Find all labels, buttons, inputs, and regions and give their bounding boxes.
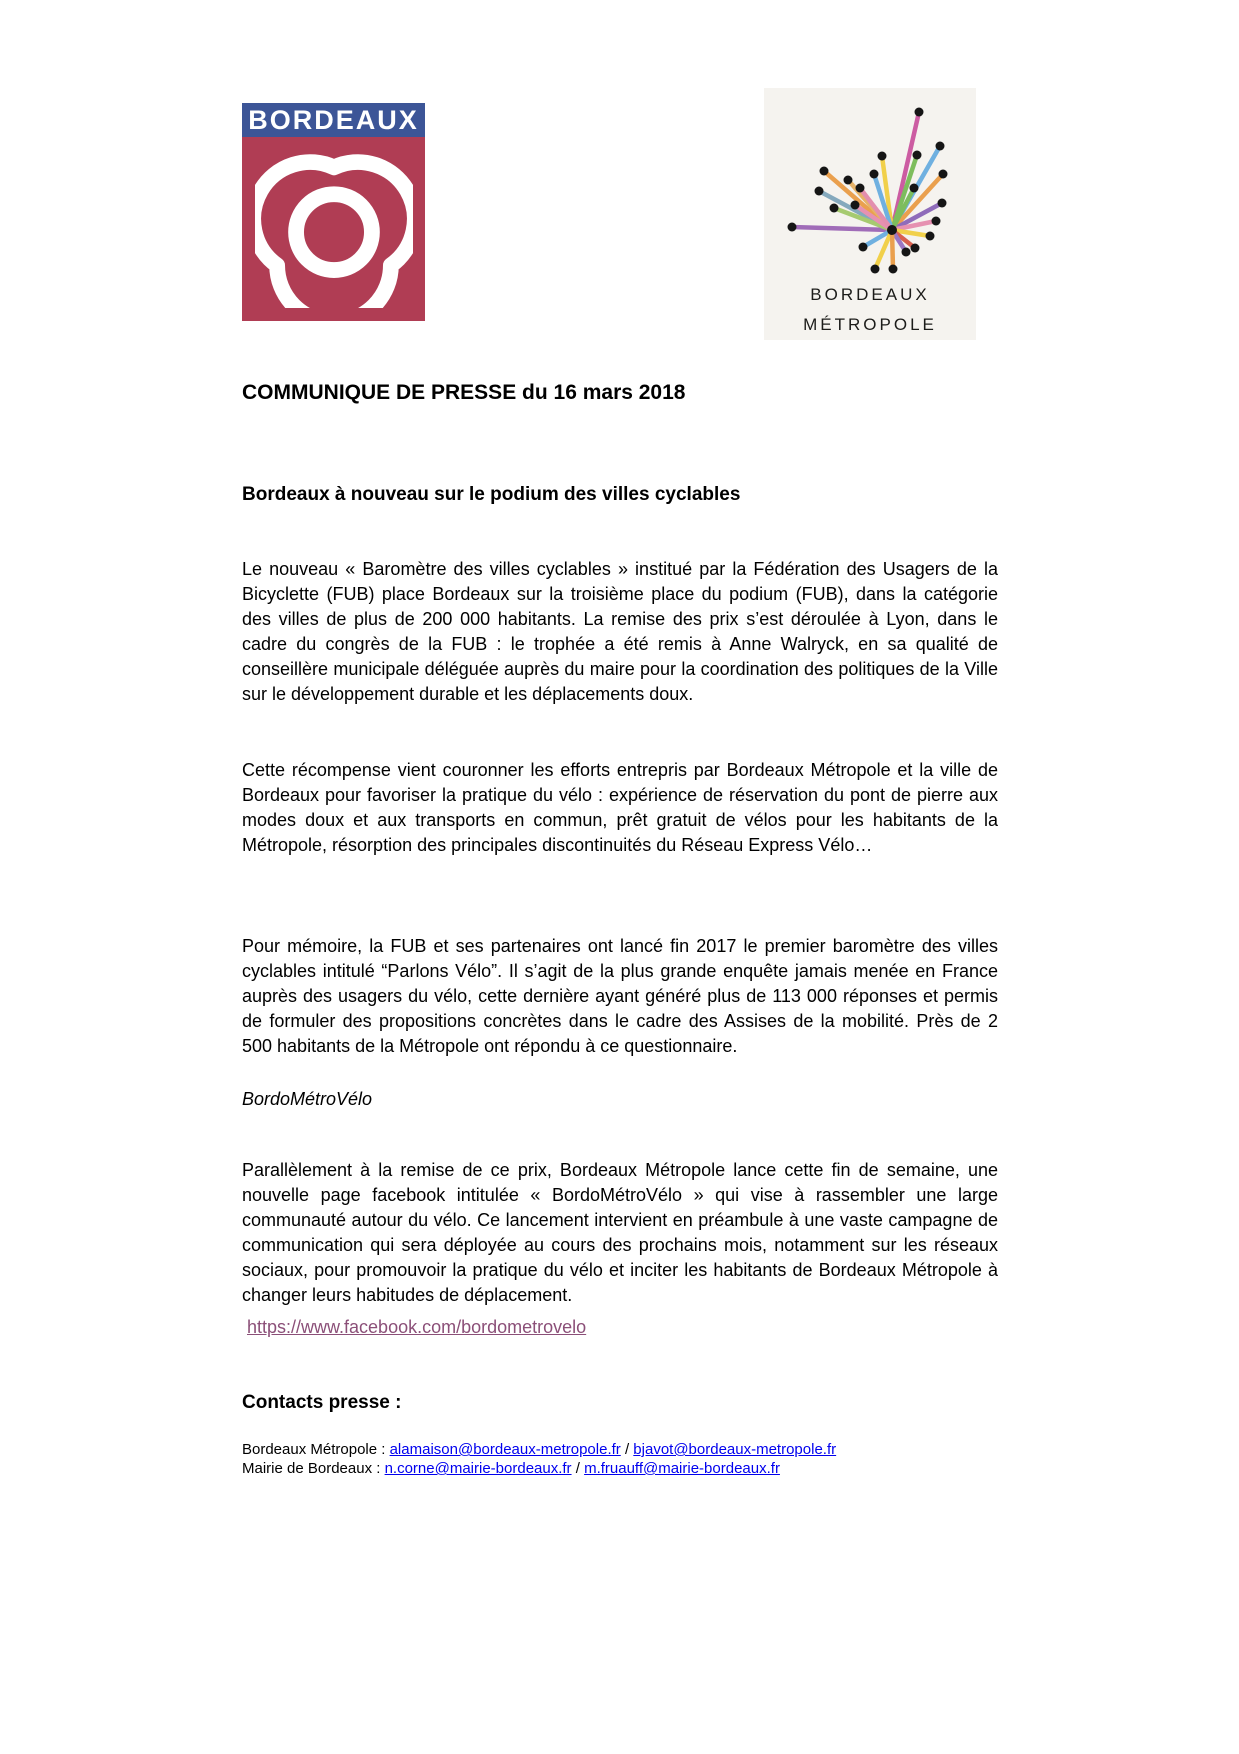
email-link-alamaison[interactable]: alamaison@bordeaux-metropole.fr [389,1441,621,1458]
press-release-title: COMMUNIQUE DE PRESSE du 16 mars 2018 [242,381,686,404]
facebook-link[interactable]: https://www.facebook.com/bordometrovelo [247,1317,587,1337]
metropole-burst-icon [764,88,976,280]
bordeaux-city-logo [242,103,425,321]
contact-line-mairie [242,1459,1002,1478]
contact-line-metropole [242,1440,1002,1459]
bordeaux-triquetra-icon [255,150,413,308]
subheading-bordometrovelo: BordoMétroVélo [242,1089,373,1109]
bordeaux-metropole-logo [764,88,976,340]
paragraph-4: Parallèlement à la remise de ce prix, Bordeaux Métropole lance cette fin de semaine, une nouvelle page facebook intitulée « BordoMétroVélo » qui vise à rassembler une large communauté autour du vélo. Ce lancement intervient en préambule à une vaste campagne de communication qui sera déployée au cours des prochains mois, notamment sur les réseaux sociaux, pour promouvoir la pratique du vélo et inciter les habitants de Bordeaux Métropole à changer leurs habitudes de déplacement. [242,1160,998,1305]
bordeaux-logo-wordmark: BORDEAUX [248,104,419,135]
email-link-bjavot[interactable]: bjavot@bordeaux-metropole.fr [633,1441,837,1458]
contact-label-metropole: Bordeaux Métropole : [242,1441,390,1458]
contact-separator: / [620,1441,634,1458]
bordeaux-logo-square [242,137,425,321]
email-link-ncorne[interactable]: n.corne@mairie-bordeaux.fr [384,1460,572,1477]
metropole-logo-wordmark [764,280,976,340]
contacts-block [242,1440,1002,1478]
facebook-link-line [242,1317,998,1338]
email-link-mfruauff[interactable]: m.fruauff@mairie-bordeaux.fr [584,1460,780,1477]
paragraph-2: Cette récompense vient couronner les efforts entrepris par Bordeaux Métropole et la ville de Bordeaux pour favoriser la pratique du vélo : expérience de réservation du pont de pierre aux modes doux et aux transports en commun, prêt gratuit de vélos pour les habitants de la Métropole, résorption des principales discontinuités du Réseau Express Vélo… [242,760,998,855]
contact-separator: / [571,1460,585,1477]
metropole-wordmark-line2: MÉTROPOLE [803,315,937,334]
paragraph-1: Le nouveau « Baromètre des villes cyclables » institué par la Fédération des Usagers de la Bicyclette (FUB) place Bordeaux sur la troisième place du podium (FUB), dans la catégorie des villes de plus de 200 000 habitants. La remise des prix s’est déroulée à Lyon, dans le cadre du congrès de la FUB : le trophée a été remis à Anne Walryck, en sa qualité de conseillère municipale déléguée auprès du maire pour la coordination des politiques de la Ville sur le développement durable et les déplacements doux. [242,559,998,704]
paragraph-3: Pour mémoire, la FUB et ses partenaires ont lancé fin 2017 le premier baromètre des villes cyclables intitulé “Parlons Vélo”. Il s’agit de la plus grande enquête jamais menée en France auprès des usagers du vélo, cette dernière ayant généré plus de 113 000 réponses et permis de formuler des propositions concrètes dans le cadre des Assises de la mobilité. Près de 2 500 habitants de la Métropole ont répondu à ce questionnaire. [242,936,998,1056]
metropole-wordmark-line1: BORDEAUX [810,285,930,304]
contact-label-mairie: Mairie de Bordeaux : [242,1460,385,1477]
contacts-heading: Contacts presse : [242,1392,402,1413]
article-heading: Bordeaux à nouveau sur le podium des villes cyclables [242,484,741,505]
bordeaux-logo-band [242,103,425,137]
